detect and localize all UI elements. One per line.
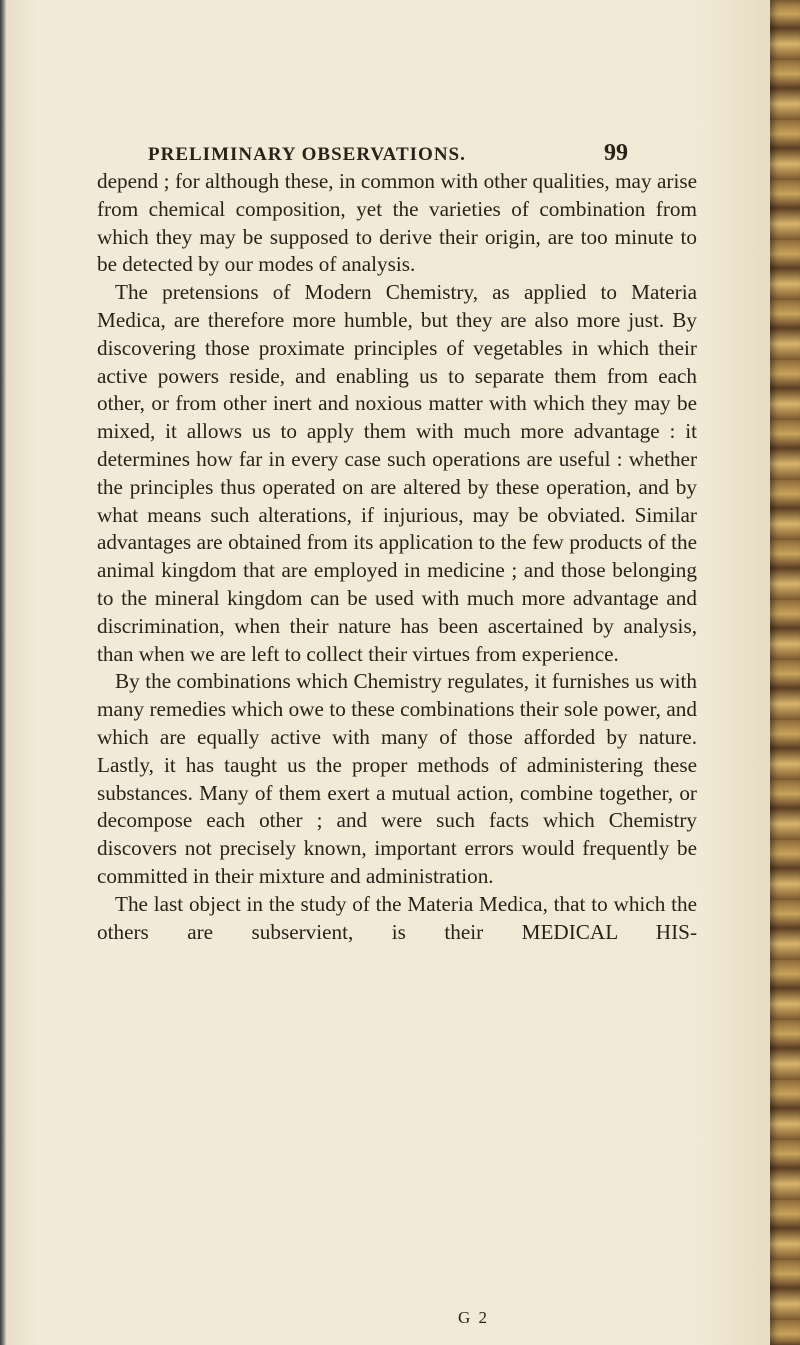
marbled-fore-edge xyxy=(770,0,800,1345)
signature-mark: G 2 xyxy=(458,1308,490,1327)
paragraph: The last object in the study of the Materia Medica, that to which the others are subservient, is their MEDICAL HIS- xyxy=(97,891,697,944)
gutter-shadow xyxy=(0,0,6,1345)
paragraph: By the combinations which Chemistry regulates, it furnishes us with many remedies which owe to these combinations their sole power, and which are equally active with many of those afforded by nature. Lastly, it has taught us the proper methods of administering these substances. Many of them exert a mutual action, combine together, or decompose each other ; and were such facts which Chemistry discovers not precisely known, important errors would frequently be committed in their mixture and administration. xyxy=(97,669,697,888)
paragraph: The pretensions of Modern Chemistry, as applied to Materia Medica, are therefore more humble, but they are also more just. By discovering those proximate principles of vegetables in which their active powers reside, and enabling us to separate them from each other, or from other inert and noxious matter with which they may be mixed, it allows us to apply them with much more advantage : it determines how far in every case such operations are useful : whether the principles thus operated on are altered by these operation, and by what means such alterations, if injurious, may be obviated. Similar advantages are obtained from its application to the few products of the animal kingdom that are employed in medicine ; and those belonging to the mineral kingdom can be used with much more advantage and discrimination, when their nature has been ascertained by analysis, than when we are left to collect their virtues from experience. xyxy=(97,280,697,666)
running-head: PRELIMINARY OBSERVATIONS. xyxy=(148,144,466,165)
page-number: 99 xyxy=(604,140,628,166)
paragraph: depend ; for although these, in common with other qualities, may arise from chemical composition, yet the varieties of combination from which they may be supposed to derive their origin, are too minute to be detected by our modes of analysis. xyxy=(97,169,697,277)
body-text xyxy=(97,168,697,946)
